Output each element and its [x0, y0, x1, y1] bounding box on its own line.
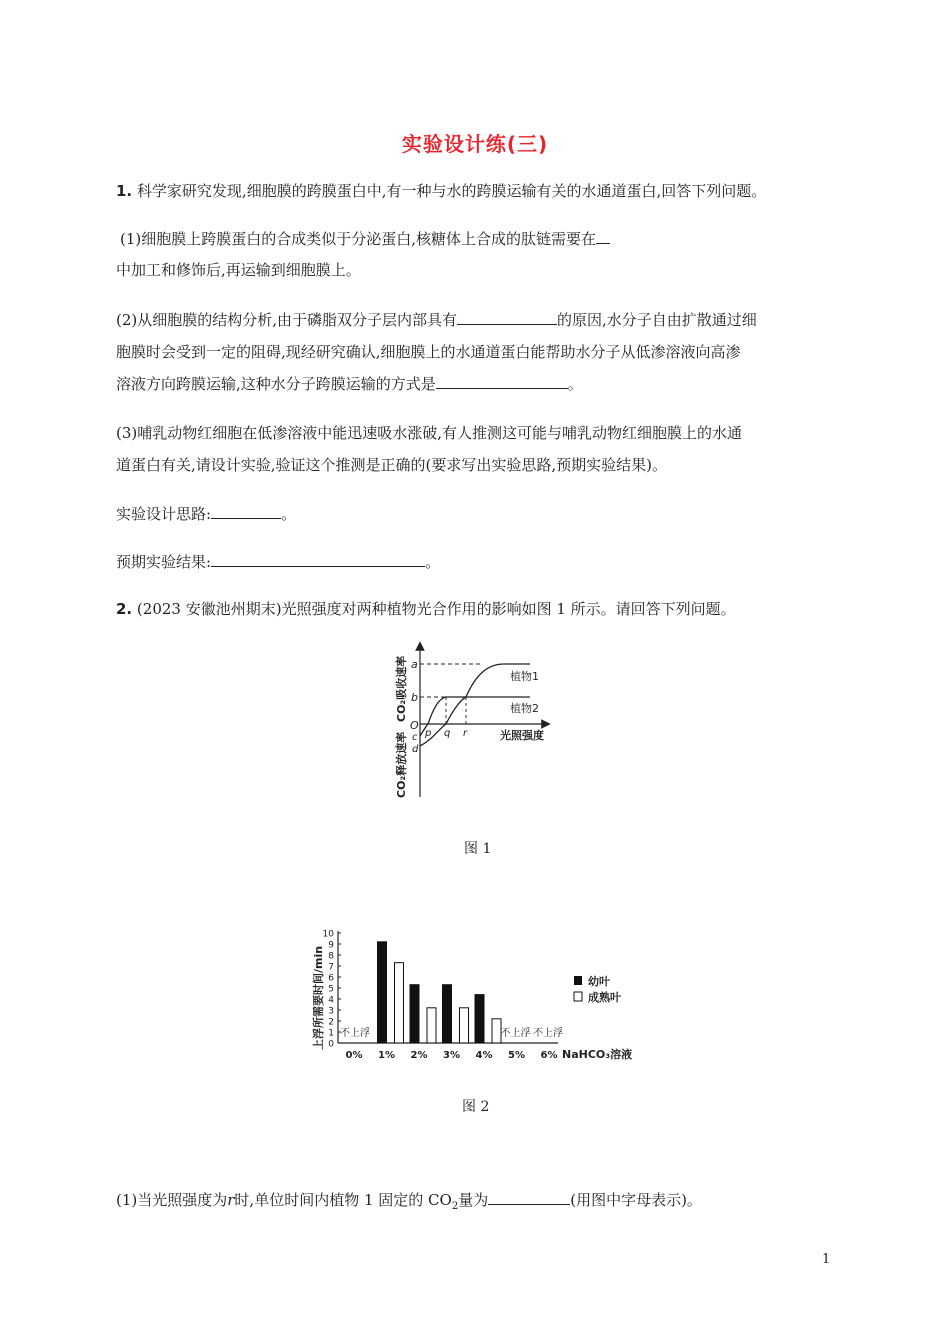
- fig2-y-axis-label: 上浮所需要时间/min: [312, 945, 325, 1050]
- fig2-y-tick-label: 9: [328, 940, 334, 951]
- q1-sub1-text-a: (1)细胞膜上跨膜蛋白的合成类似于分泌蛋白,核糖体上合成的肽链需要在: [120, 230, 597, 248]
- q1-sub2-line2: 胞膜时会受到一定的阻碍,现经研究确认,细胞膜上的水通道蛋白能帮助水分子从低渗溶液向高渗: [116, 343, 741, 361]
- q2-sub1-text-d: (用图中字母表示)。: [570, 1191, 702, 1209]
- q1-sub2-text-a: (2)从细胞膜的结构分析,由于磷脂双分子层内部具有: [116, 311, 458, 329]
- answer-blank-3[interactable]: [436, 373, 568, 389]
- q1-number: 1.: [116, 182, 133, 200]
- figure-1-line-chart: [390, 640, 570, 800]
- fig2-category-label: 6%: [540, 1050, 558, 1061]
- bar-young-leaf: [443, 985, 452, 1043]
- q1-sub2-line1: [116, 309, 757, 331]
- fig2-category-label: 3%: [443, 1050, 460, 1061]
- fig2-annotation-not-float: 不上浮: [533, 1028, 563, 1039]
- label-d: d: [412, 744, 419, 755]
- label-r: r: [463, 728, 468, 739]
- fig2-category-label: 1%: [378, 1050, 395, 1061]
- q2-stem: (2023 安徽池州期末)光照强度对两种植物光合作用的影响如图 1 所示。请回答下列问题。: [136, 600, 736, 618]
- fig2-y-tick-label: 6: [328, 973, 334, 984]
- bar-young-leaf: [410, 985, 419, 1043]
- q2-stem-line: [116, 598, 736, 620]
- q1-sub3-line1: (3)哺乳动物红细胞在低渗溶液中能迅速吸水涨破,有人推测这可能与哺乳动物红细胞膜上的水通: [116, 424, 743, 442]
- fig2-y-tick-label: 1: [328, 1028, 334, 1039]
- label-origin: O: [410, 719, 419, 732]
- fig2-y-tick-label: 0: [328, 1039, 334, 1050]
- series-label-plant1: 植物1: [510, 670, 539, 683]
- q1-sub2-text-b: 的原因,水分子自由扩散通过细: [557, 311, 757, 329]
- q2-sub1-line: [116, 1189, 702, 1218]
- page-title: 实验设计练(三): [401, 132, 549, 156]
- fig2-category-label: 4%: [475, 1050, 493, 1061]
- q2-sub1-text-b: 时,单位时间内植物 1 固定的 CO: [234, 1191, 452, 1209]
- q2-sub1-text-c: 量为: [458, 1191, 489, 1209]
- legend-label-mature-leaf: 成熟叶: [588, 991, 621, 1004]
- bar-mature-leaf: [395, 963, 404, 1043]
- figure-2-caption: 图 2: [462, 1099, 490, 1115]
- design-end: 。: [281, 505, 297, 523]
- fig2-y-tick-label: 10: [322, 929, 334, 940]
- q2-sub1-text-a: (1)当光照强度为: [116, 1191, 228, 1209]
- q1-sub2-line3: [116, 373, 583, 395]
- q1-stem: 科学家研究发现,细胞膜的跨膜蛋白中,有一种与水的跨膜运输有关的水通道蛋白,回答下列问题。: [136, 182, 767, 200]
- fig2-y-tick-label: 4: [328, 995, 334, 1006]
- label-b: b: [411, 691, 418, 704]
- label-c: c: [412, 732, 418, 743]
- q2-sub1-variable: r: [227, 1191, 235, 1209]
- result-end: 。: [425, 553, 441, 571]
- fig2-y-tick-label: 5: [328, 984, 334, 995]
- label-q: q: [444, 728, 451, 739]
- page-number: 1: [822, 1252, 831, 1267]
- label-p: p: [425, 728, 432, 739]
- design-label: 实验设计思路:: [116, 505, 212, 523]
- answer-blank-2[interactable]: [457, 309, 557, 325]
- legend-swatch-mature-leaf: [574, 992, 582, 1001]
- answer-blank-q2-1[interactable]: [488, 1189, 570, 1205]
- result-line: [116, 551, 440, 573]
- answer-blank-result[interactable]: [211, 551, 425, 567]
- bar-young-leaf: [475, 995, 484, 1043]
- figure-2-bar-chart: [300, 922, 650, 1062]
- series-label-plant2: 植物2: [510, 702, 539, 715]
- y-axis-label-top: CO₂吸收速率: [395, 655, 408, 722]
- y-axis-label-bottom: CO₂释放速率: [395, 731, 408, 798]
- fig2-y-tick-label: 8: [328, 951, 334, 962]
- q1-sub1-line2: 中加工和修饰后,再运输到细胞膜上。: [116, 261, 361, 279]
- bar-young-leaf: [378, 942, 387, 1043]
- fig2-annotation-not-float: 不上浮: [500, 1028, 531, 1039]
- x-axis-label: 光照强度: [500, 729, 544, 742]
- label-a: a: [411, 658, 418, 671]
- fig2-annotation-not-float: 不上浮: [340, 1028, 370, 1039]
- answer-blank-1[interactable]: [596, 228, 610, 244]
- q1-stem-line: [116, 180, 766, 202]
- result-label: 预期实验结果:: [116, 553, 212, 571]
- bar-mature-leaf: [460, 1008, 469, 1043]
- fig2-category-label: 5%: [508, 1050, 525, 1061]
- design-line: [116, 503, 296, 525]
- q1-sub2-text-e: 。: [567, 375, 583, 393]
- q2-sub1-subscript: 2: [451, 1201, 459, 1212]
- answer-blank-design[interactable]: [211, 503, 281, 519]
- figure-1-caption: 图 1: [464, 841, 492, 857]
- q1-sub1-line1: [120, 228, 610, 250]
- legend-swatch-young-leaf: [574, 976, 582, 985]
- fig2-y-tick-label: 7: [328, 962, 334, 973]
- fig2-x-axis-label: NaHCO₃溶液: [562, 1048, 633, 1061]
- fig2-y-tick-label: 3: [328, 1006, 334, 1017]
- q1-sub3-line2: 道蛋白有关,请设计实验,验证这个推测是正确的(要求写出实验思路,预期实验结果)。: [116, 456, 668, 474]
- fig2-y-tick-label: 2: [328, 1017, 334, 1028]
- fig2-category-label: 0%: [345, 1050, 363, 1061]
- q1-sub2-text-d: 溶液方向跨膜运输,这种水分子跨膜运输的方式是: [116, 375, 436, 393]
- bar-mature-leaf: [427, 1008, 436, 1043]
- fig2-category-label: 2%: [410, 1050, 428, 1061]
- legend-label-young-leaf: 幼叶: [588, 975, 610, 988]
- q2-number: 2.: [116, 600, 133, 618]
